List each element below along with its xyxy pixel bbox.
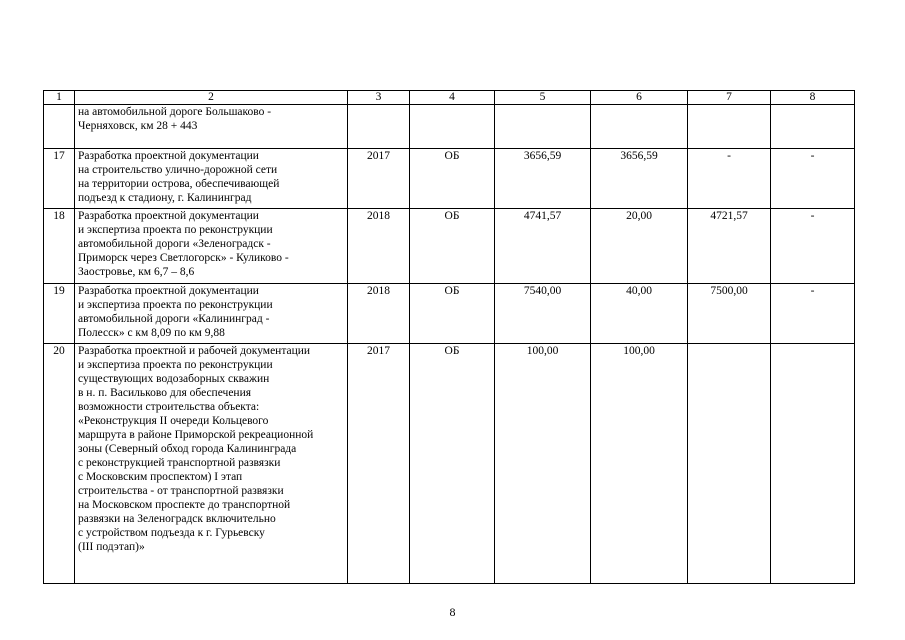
row-col7-value: 4721,57 — [688, 209, 771, 284]
row-col7-value: 7500,00 — [688, 284, 771, 344]
row-col8-value — [771, 344, 855, 584]
header-cell: 3 — [348, 91, 410, 105]
row-description: Разработка проектной и рабочей документации и экспертиза проекта по реконструкции существующих водозаборных скважин в н. п. Васильково для обеспечения возможности строительства объекта: «Реконструкция II очереди Кольцевого маршрута в районе Приморской рекреационной зоны (Северный обход города Калининграда с реконструкцией транспортной развязки с Московским проспектом) I этап строительства - от транспортной развязки на Московском проспекте до транспортной развязки на Зеленоградск включительно с устройством подъезда к г. Гурьевску (III подэтап)» — [75, 344, 348, 584]
table-row — [44, 344, 855, 584]
header-cell: 7 — [688, 91, 771, 105]
row-funding-source: ОБ — [410, 209, 495, 284]
row-col8-value: - — [771, 284, 855, 344]
row-col6-value: 100,00 — [591, 344, 688, 584]
row-col5-value: 4741,57 — [495, 209, 591, 284]
row-col7-value — [688, 344, 771, 584]
row-col8-value: - — [771, 209, 855, 284]
row-number: 18 — [44, 209, 75, 284]
row-col6-value: 3656,59 — [591, 149, 688, 209]
row-col5-value: 7540,00 — [495, 284, 591, 344]
row-number — [44, 105, 75, 149]
header-cell: 2 — [75, 91, 348, 105]
row-funding-source — [410, 105, 495, 149]
row-year — [348, 105, 410, 149]
header-cell: 6 — [591, 91, 688, 105]
row-year: 2017 — [348, 149, 410, 209]
row-col5-value: 100,00 — [495, 344, 591, 584]
header-cell: 8 — [771, 91, 855, 105]
row-description: Разработка проектной документации на строительство улично-дорожной сети на территории острова, обеспечивающей подъезд к стадиону, г. Калининград — [75, 149, 348, 209]
budget-table — [43, 90, 855, 584]
header-cell: 4 — [410, 91, 495, 105]
row-number: 17 — [44, 149, 75, 209]
row-description: Разработка проектной документации и экспертиза проекта по реконструкции автомобильной дороги «Зеленоградск - Приморск через Светлогорск» - Куликово - Заостровье, км 6,7 – 8,6 — [75, 209, 348, 284]
row-col8-value — [771, 105, 855, 149]
table-row — [44, 105, 855, 149]
row-funding-source: ОБ — [410, 344, 495, 584]
table-row — [44, 284, 855, 344]
table-row — [44, 209, 855, 284]
row-number: 20 — [44, 344, 75, 584]
row-col6-value: 20,00 — [591, 209, 688, 284]
header-cell: 5 — [495, 91, 591, 105]
row-col6-value — [591, 105, 688, 149]
row-description: на автомобильной дороге Большаково - Черняховск, км 28 + 443 — [75, 105, 348, 149]
header-cell: 1 — [44, 91, 75, 105]
row-description: Разработка проектной документации и экспертиза проекта по реконструкции автомобильной дороги «Калининград - Полесск» с км 8,09 по км 9,88 — [75, 284, 348, 344]
table-row — [44, 149, 855, 209]
row-col7-value: - — [688, 149, 771, 209]
row-year: 2018 — [348, 209, 410, 284]
row-col7-value — [688, 105, 771, 149]
row-col6-value: 40,00 — [591, 284, 688, 344]
header-row — [44, 91, 855, 105]
page-number: 8 — [449, 605, 456, 619]
row-col5-value: 3656,59 — [495, 149, 591, 209]
row-funding-source: ОБ — [410, 284, 495, 344]
row-col5-value — [495, 105, 591, 149]
row-col8-value: - — [771, 149, 855, 209]
row-number: 19 — [44, 284, 75, 344]
row-year: 2018 — [348, 284, 410, 344]
row-funding-source: ОБ — [410, 149, 495, 209]
row-year: 2017 — [348, 344, 410, 584]
